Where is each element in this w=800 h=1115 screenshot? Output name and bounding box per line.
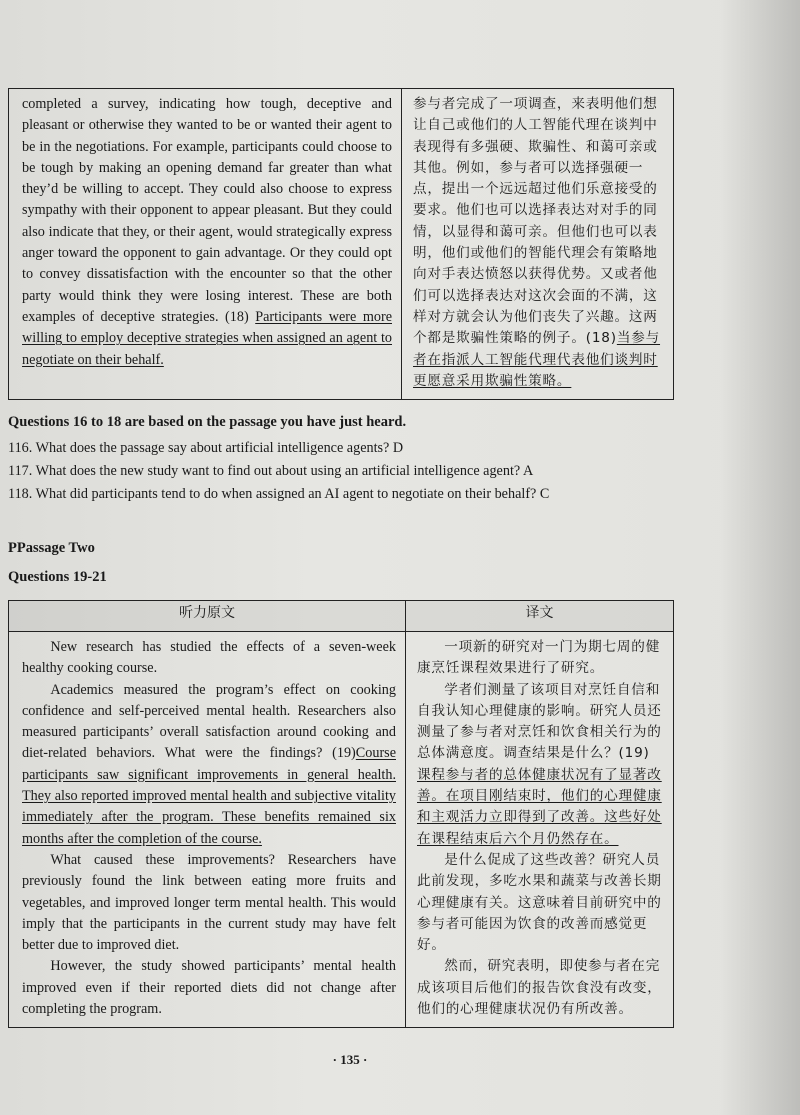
chinese-paragraph: 一项新的研究对一门为期七周的健康烹饪课程效果进行了研究。 <box>417 639 661 677</box>
header-translation: 译文 <box>406 601 674 632</box>
header-original-text: 听力原文 <box>9 601 406 632</box>
chinese-paragraph: 然而，研究表明，即使参与者在完成该项目后他们的报告饮食没有改变，他们的心理健康状况仍有所改善。 <box>417 958 662 1018</box>
table-header-row <box>9 601 674 632</box>
page-number: · 135 · <box>332 1052 368 1067</box>
chinese-text: 参与者完成了一项调查，来表明他们想让自己或他们的人工智能代理在谈判中表现得有多强硬、欺骗性、和蔼可亲或其他。例如，参与者可以选择强硬一点，提出一个远远超过他们乐意接受的要求。他们也可以选择表达对对手的同情，以显得和蔼可亲。但他们也可以表明，他们或他们的智能代理会有策略地向对手表达愤怒以获得优势。又或者他们可以选择表达对这次会面的不满，这样对方就会认为他们丧失了兴趣。这两个都是欺骗性策略的例子。(18) <box>413 96 658 347</box>
english-transcript-cell <box>9 632 406 1028</box>
english-paragraph <box>22 680 396 850</box>
chinese-answer-underlined: 课程参与者的总体健康状况有了显著改善。在项目刚结束时，他们的心理健康和主观活力立即得到了改善。这些好处在课程结束后六个月仍然存在。 <box>417 766 662 847</box>
questions-range-heading: Questions 19-21 <box>8 569 107 585</box>
english-paragraph: However, the study showed participants’ mental health improved even if their reported diets did not change after completing the program. <box>22 958 396 1018</box>
english-paragraph: What caused these improvements? Researchers have previously found the link between eating more fruits and vegetables, and improved longer term mental health. This would imply that the participants in the current study may have felt better due to improved diet. <box>22 851 396 954</box>
chinese-text: 学者们测量了该项目对烹饪自信和自我认知心理健康的影响。研究人员还测量了参与者对烹饪和饮食相关行为的总体满意度。调查结果是什么？(19) <box>417 681 662 762</box>
chinese-answer-underlined: 当参与者在指派人工智能代理代表他们谈判时更愿意采用欺骗性策略。 <box>413 330 661 389</box>
questions-heading: Questions 16 to 18 are based on the passage you have just heard. <box>8 414 407 430</box>
table-row <box>9 632 674 1028</box>
english-answer-underlined: Course participants saw significant improvements in general health. They also reported improved mental health and subjective vitality immediately after the program. These benefits remained six months after the completion of the course. <box>22 745 396 847</box>
question-line: 118. What did participants tend to do when assigned an AI agent to negotiate on their behalf? C <box>8 486 550 502</box>
chinese-paragraph <box>417 680 664 850</box>
page-edge-shadow <box>720 0 800 1115</box>
question-line: 117. What does the new study want to find out about using an artificial intelligence agent? A <box>8 463 534 479</box>
english-paragraph: New research has studied the effects of a seven-week healthy cooking course. <box>22 639 396 677</box>
passage-one-bilingual-table <box>8 88 674 400</box>
english-text: Academics measured the program’s effect on cooking confidence and self-perceived mental health. Researchers also measured participants’ overall satisfaction around cooking and diet-related behaviors. What were the findings? (19) <box>22 681 396 762</box>
english-text: completed a survey, indicating how tough, deceptive and pleasant or otherwise they wanted to be or wanted their agent to be in the negotiations. For example, participants could choose to be tough by making an opening demand far greater than what they’d be willing to accept. They could also choose to express sympathy with their opponent to appear pleasant. But they could also indicate that they, or their agent, would strategically express anger toward the opponent to gain advantage. Or they could opt to convey dissatisfaction with the encounter so that the other party would think they were losing interest. These are both examples of deceptive strategies. (18) <box>22 96 392 325</box>
chinese-translation-cell <box>402 89 674 400</box>
chinese-paragraph: 是什么促成了这些改善？研究人员此前发现，多吃水果和蔬菜与改善长期心理健康有关。这意味着目前研究中的参与者可能因为饮食的改善而感觉更好。 <box>417 851 662 954</box>
table-row <box>9 89 674 400</box>
passage-two-title: PPassage Two <box>8 540 95 556</box>
chinese-translation-cell <box>406 632 674 1028</box>
english-answer-underlined: Participants were more willing to employ deceptive strategies when assigned an agent to negotiate on their behalf. <box>22 308 392 368</box>
question-line: 116. What does the passage say about artificial intelligence agents? D <box>8 440 404 456</box>
passage-two-bilingual-table <box>8 600 674 1028</box>
english-transcript-cell <box>9 89 402 400</box>
